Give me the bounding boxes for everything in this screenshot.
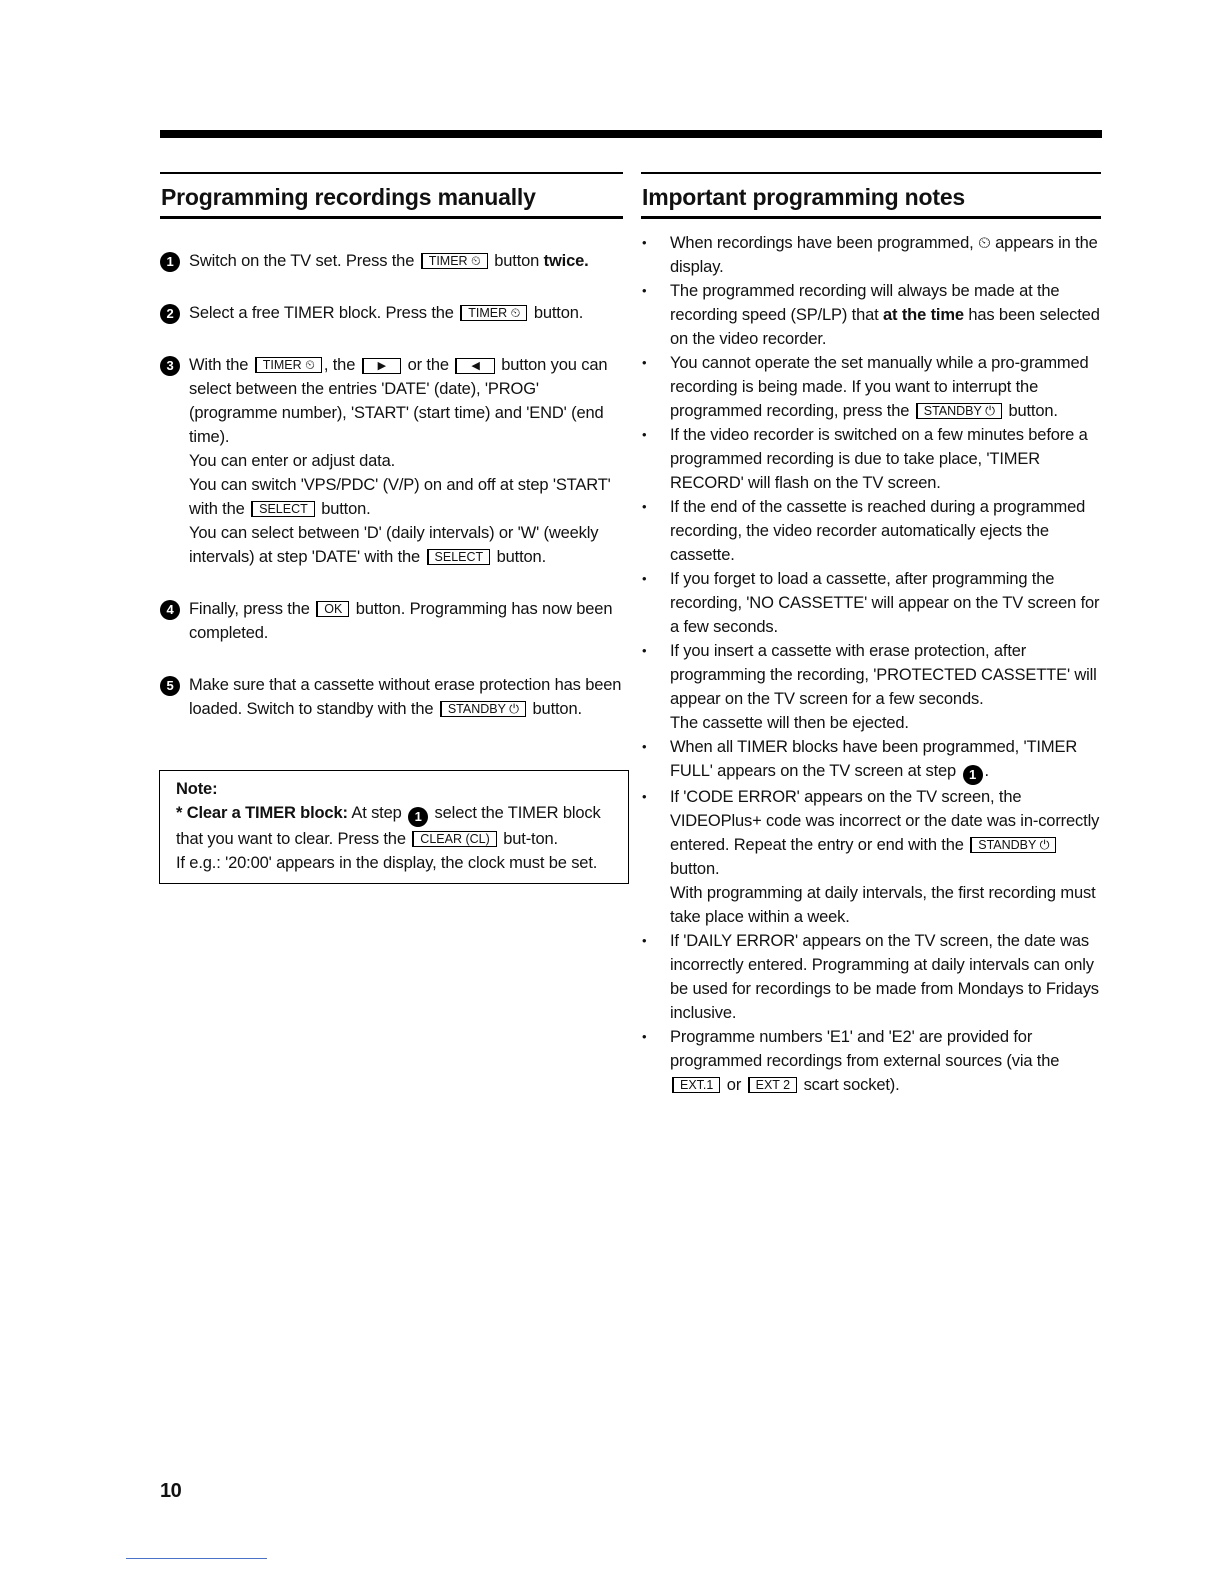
standby-key-icon: STANDBY ⏻: [916, 403, 1002, 419]
note-10-text: If 'DAILY ERROR' appears on the TV screen, the date was incorrectly entered. Programming at daily intervals can only be used for recordings to be made from Mondays to Fridays inclusive.: [670, 932, 1099, 1022]
step-3: [160, 353, 623, 569]
timer-key-icon: TIMER ⏲: [421, 253, 488, 269]
note-7-text: • If you insert a cassette with erase protection, after programming the recording, 'PROTECTED CASSETTE' will appear on the TV screen for a few seconds.: [670, 642, 1097, 708]
step-number-1-icon: 1: [963, 765, 983, 785]
timer-key-icon: TIMER ⏲: [460, 305, 527, 321]
step-3-para-4-text: You can select between 'D' (daily intervals) or 'W' (weekly intervals) at step 'DATE' with the: [189, 524, 599, 566]
list-item: [641, 735, 1101, 785]
list-item: [641, 785, 1101, 929]
step-1-text: Switch on the TV set. Press the: [189, 252, 415, 270]
step-4-text-b: button. Programming has now been completed.: [189, 600, 613, 642]
notes-list: [641, 231, 1101, 1097]
step-3-para-3: [189, 473, 623, 521]
step-number-3-icon: 3: [160, 356, 180, 376]
ext2-key-icon: EXT 2: [748, 1077, 798, 1093]
step-3-para-2: You can enter or adjust data.: [189, 452, 396, 470]
page-number: 10: [160, 1480, 182, 1502]
step-3-para-4-end: button.: [496, 548, 547, 566]
step-number-1-icon: 1: [160, 252, 180, 272]
list-item: [641, 495, 1101, 567]
note-2-text: The programmed recording will always be made at the recording speed (SP/LP) that: [670, 282, 1060, 324]
step-3-para-3-text: You can switch 'VPS/PDC' (V/P) on and off at step 'START' with the: [189, 476, 611, 518]
note-text-b: select the TIMER block that you want to clear. Press the: [176, 804, 601, 848]
note-7-text-b: The cassette will then be ejected.: [670, 714, 909, 732]
heading-rule-top: [160, 172, 623, 174]
note-11-text-c: scart socket).: [803, 1076, 900, 1094]
note-9-text: If 'CODE ERROR' appears on the TV screen, the VIDEOPlus+ code was incorrect or the date was in-correctly entered. Repeat the entry or end with the: [670, 788, 1100, 854]
note-lead: * Clear a TIMER block:: [176, 804, 348, 822]
step-3-text-d: button you can select between the entries 'DATE' (date), 'PROG' (programme number), 'START' (start time) and 'END' (end time).: [189, 356, 608, 446]
step-number-5-icon: 5: [160, 676, 180, 696]
note-box: [159, 770, 629, 884]
ext1-key-icon: EXT.1: [672, 1077, 720, 1093]
step-3-para-4: [189, 521, 623, 569]
step-5-text: Make sure that a cassette without erase protection has been loaded. Switch to standby with the: [189, 676, 622, 718]
step-2: [160, 301, 623, 325]
note-5-text: If the end of the cassette is reached during a programmed recording, the video recorder automatically ejects the cassette.: [670, 498, 1086, 564]
step-3-text: With the: [189, 356, 249, 374]
note-1-text-b: appears in the display.: [670, 234, 1098, 276]
note-4-text: If the video recorder is switched on a few minutes before a programmed recording is due to take place, 'TIMER RECORD' will flash on the TV screen.: [670, 426, 1088, 492]
select-key-icon: SELECT: [427, 549, 491, 565]
select-key-icon: SELECT: [251, 501, 315, 517]
step-1: [160, 249, 623, 273]
list-item: [641, 231, 1101, 279]
ok-key-icon: OK: [316, 601, 349, 617]
note-2-text-b: has been selected on the video recorder.: [670, 306, 1100, 348]
step-5-text-b: button.: [532, 700, 582, 718]
step-3-text-c: or the: [407, 356, 449, 374]
note-8-end: .: [984, 762, 989, 780]
note-1-text: When recordings have been programmed,: [670, 234, 974, 252]
note-text-c: but-ton.: [503, 830, 558, 848]
list-item: [641, 639, 1101, 735]
list-item: [641, 351, 1101, 423]
list-item: [641, 567, 1101, 639]
footer-line: [126, 1558, 267, 1559]
note-2-bold: at the time: [883, 306, 964, 324]
heading-rule-under: [160, 216, 623, 219]
note-para-2: If e.g.: '20:00' appears in the display, the clock must be set.: [176, 854, 598, 872]
list-item: [641, 1025, 1101, 1097]
timer-key-icon: TIMER ⏲: [255, 357, 322, 373]
step-number-4-icon: 4: [160, 600, 180, 620]
note-para-1: [176, 801, 620, 851]
note-text-a: At step: [351, 804, 402, 822]
step-3-para-3-end: button.: [321, 500, 371, 518]
right-column: [641, 172, 1101, 1097]
back-key-icon: ◀: [455, 358, 494, 374]
note-9-text-b: button.: [670, 860, 720, 878]
note-11-text-b: or: [726, 1076, 742, 1094]
step-3-text-b: , the: [323, 356, 356, 374]
note-6-text: If you forget to load a cassette, after programming the recording, 'NO CASSETTE' will appear on the TV screen for a few seconds.: [670, 570, 1100, 636]
note-3-text-b: button.: [1008, 402, 1058, 420]
list-item: [641, 929, 1101, 1025]
list-item: [641, 279, 1101, 351]
standby-key-icon: STANDBY ⏻: [970, 837, 1056, 853]
step-1-text-b: button: [494, 252, 540, 270]
step-4: [160, 597, 623, 645]
top-rule-bar: [160, 130, 1102, 138]
section-heading-notes: Important programming notes: [642, 184, 966, 210]
list-item: [641, 423, 1101, 495]
forward-key-icon: ▶: [362, 358, 401, 374]
note-11-text: Programme numbers 'E1' and 'E2' are provided for programmed recordings from external sources (via the: [670, 1028, 1060, 1070]
step-1-bold: twice.: [543, 252, 589, 270]
note-title: Note:: [176, 780, 218, 798]
step-number-1-icon: 1: [408, 807, 428, 827]
note-9-text-c: With programming at daily intervals, the first recording must take place within a week.: [670, 884, 1096, 926]
step-2-text-b: button.: [533, 304, 584, 322]
step-number-2-icon: 2: [160, 304, 180, 324]
clear-key-icon: CLEAR (CL): [412, 831, 496, 847]
heading-rule-under: [641, 216, 1101, 219]
step-2-text: Select a free TIMER block. Press the: [189, 304, 454, 322]
note-3-text: You cannot operate the set manually while a pro-grammed recording is being made. If you want to interrupt the programmed recording, press the: [670, 354, 1089, 420]
left-column: [160, 172, 623, 721]
heading-rule-top: [641, 172, 1101, 174]
timer-clock-icon: ⏲: [977, 234, 991, 252]
section-heading-manual: Programming recordings manually: [161, 184, 536, 210]
step-5: [160, 673, 623, 721]
standby-key-icon: STANDBY ⏻: [440, 701, 526, 717]
note-8-text: When all TIMER blocks have been programmed, 'TIMER FULL' appears on the TV screen at step: [670, 738, 1078, 780]
step-4-text: Finally, press the: [189, 600, 310, 618]
